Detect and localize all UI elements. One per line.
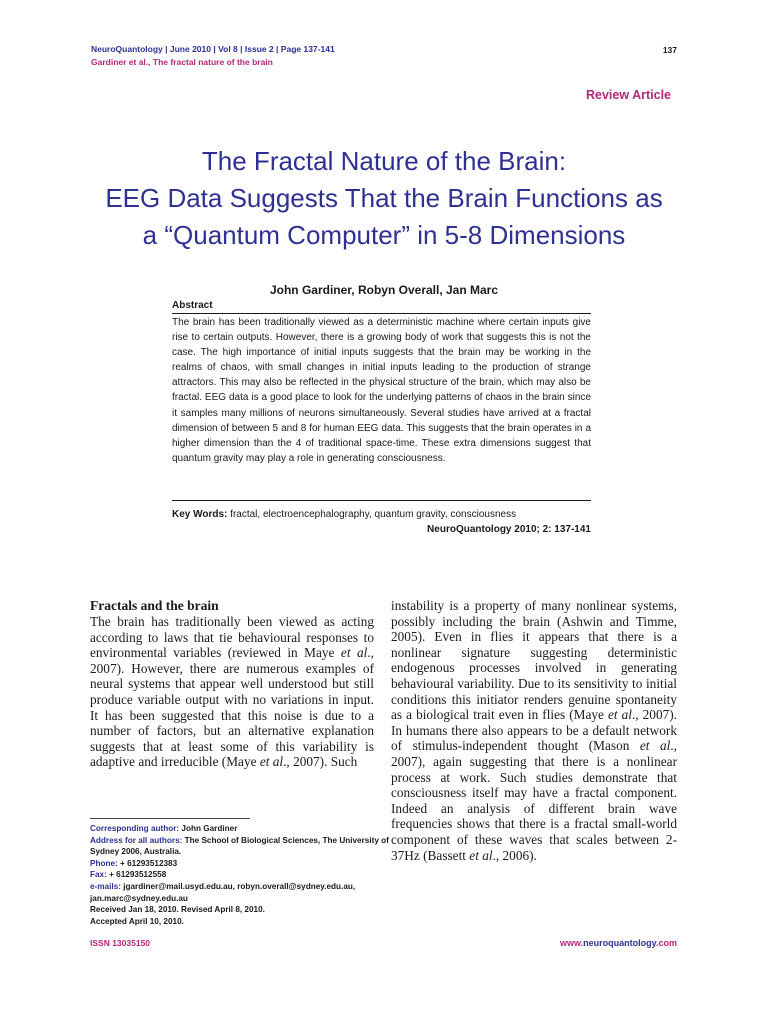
url-main: neuroquantology <box>583 938 656 948</box>
phone-value: + 61293512383 <box>117 858 178 868</box>
right-column-text <box>391 598 677 863</box>
corresponding-value: John Gardiner <box>179 824 238 833</box>
keywords-text: fractal, electroencephalography, quantum gravity, consciousness <box>227 509 517 520</box>
body-text: ., 2006). <box>492 847 537 863</box>
italic-text: et al <box>469 847 493 863</box>
title-line: The Fractal Nature of the Brain: <box>201 146 567 176</box>
section-heading: Fractals and the brain <box>90 598 219 613</box>
journal-url[interactable] <box>520 938 677 948</box>
address <box>90 835 390 858</box>
italic-text: et al <box>340 645 368 661</box>
abstract-top-rule <box>172 313 591 314</box>
keywords <box>172 509 591 520</box>
emails <box>90 881 390 904</box>
body-text: ., 2007). Such <box>283 754 358 770</box>
authors: John Gardiner, Robyn Overall, Jan Marc <box>269 283 499 297</box>
body-text: ., 2007). However, there are numerous examples of neural systems that appear well understood but still produce variable output with no variations in input. It has been suggested that this noise is due to a number of factors, but an alternative explanation suggests that at least some of this variability is adaptive and irreducible (Maye <box>90 645 374 770</box>
article-type: Review Article <box>586 88 671 102</box>
issn: ISSN 13035150 <box>90 938 151 948</box>
address-label: Address for all authors: <box>90 835 183 845</box>
title-line: a “Quantum Computer” in 5-8 Dimensions <box>142 220 626 250</box>
body-text: ., 2007). In humans there also appears to be a default network of stimulus-independent thought (Mason <box>391 707 677 754</box>
received-date: Received Jan 18, 2010. Revised April 8, 2010. <box>90 905 265 915</box>
corresponding-author <box>90 823 390 835</box>
citation: NeuroQuantology 2010; 2: 137-141 <box>427 524 591 535</box>
fax-label: Fax: <box>90 870 107 880</box>
abstract-heading: Abstract <box>172 300 213 311</box>
url-prefix: www. <box>559 938 584 948</box>
italic-text: et al <box>259 754 284 770</box>
body-text: instability is a property of many nonlinear systems, possibly including the brain (Ashwin and Timme, 2005). Even in flies it appears that there is a nonlinear signature suggesting deterministic endogenous processes involved in generating behavioural variability. Due to its sensitivity to initial conditions this initiator renders genuine spontaneity as a biological trait even in flies (Maye <box>391 598 677 723</box>
title-line: EEG Data Suggests That the Brain Functions as <box>105 183 663 213</box>
url-suffix: .com <box>655 938 677 948</box>
fax <box>90 869 390 881</box>
abstract-bottom-rule <box>172 500 591 501</box>
footnote <box>90 823 390 927</box>
email-label: e-mails: <box>90 881 121 891</box>
article-title <box>60 143 708 254</box>
journal-line: NeuroQuantology | June 2010 | Vol 8 | Issue 2 | Page 137-141 <box>91 44 335 54</box>
phone <box>90 858 390 870</box>
abstract-text: The brain has been traditionally viewed as a deterministic machine where certain inputs give rise to certain outputs. However, there is a growing body of work that suggests this is not the case. The high importance of initial inputs suggests that the brain may be working in the realms of chaos, with small changes in initial inputs leading to the production of strange attractors. This may also be reflected in the physical structure of the brain, which may also be fractal. EEG data is a good place to look for the underlying patterns of chaos in the brain since it samples many millions of neurons simultaneously. Several studies have arrived at a fractal dimension of between 5 and 8 for human EEG data. This suggests that the brain operates in a higher dimension than the 4 of traditional space-time. These extra dimensions suggest that quantum gravity may play a role in generating consciousness. <box>172 317 591 464</box>
italic-text: et al <box>607 707 632 723</box>
corresponding-label: Corresponding author: <box>90 824 180 833</box>
fax-value: + 61293512558 <box>106 870 167 880</box>
page-number: 137 <box>662 45 677 55</box>
body-text: The brain has traditionally been viewed as acting according to laws that tie behavioural responses to environmental variables (reviewed in Maye <box>90 614 374 661</box>
phone-label: Phone: <box>90 858 118 868</box>
keywords-label: Key Words: <box>172 509 228 520</box>
accepted-date: Accepted April 10, 2010. <box>90 916 184 926</box>
email-value: jgardiner@mail.usyd.edu.au, robyn.overall@sydney.edu.au, jan.marc@sydney.edu.au <box>90 881 356 903</box>
running-title: Gardiner et al., The fractal nature of the brain <box>91 57 273 67</box>
body-text: ., 2007), again suggesting that there is a nonlinear process at work. Such studies demonstrate that consciousness itself may have a fractal component. Indeed an analysis of different brain wave frequencies shows that there is a fractal small-world component of these waves that scales between 2-37Hz (Bassett <box>391 738 678 863</box>
italic-text: et al <box>639 738 671 754</box>
address-value: The School of Biological Sciences, The University of Sydney 2006, Australia. <box>90 835 389 857</box>
left-column-text <box>90 614 374 770</box>
footnote-rule <box>90 818 250 819</box>
